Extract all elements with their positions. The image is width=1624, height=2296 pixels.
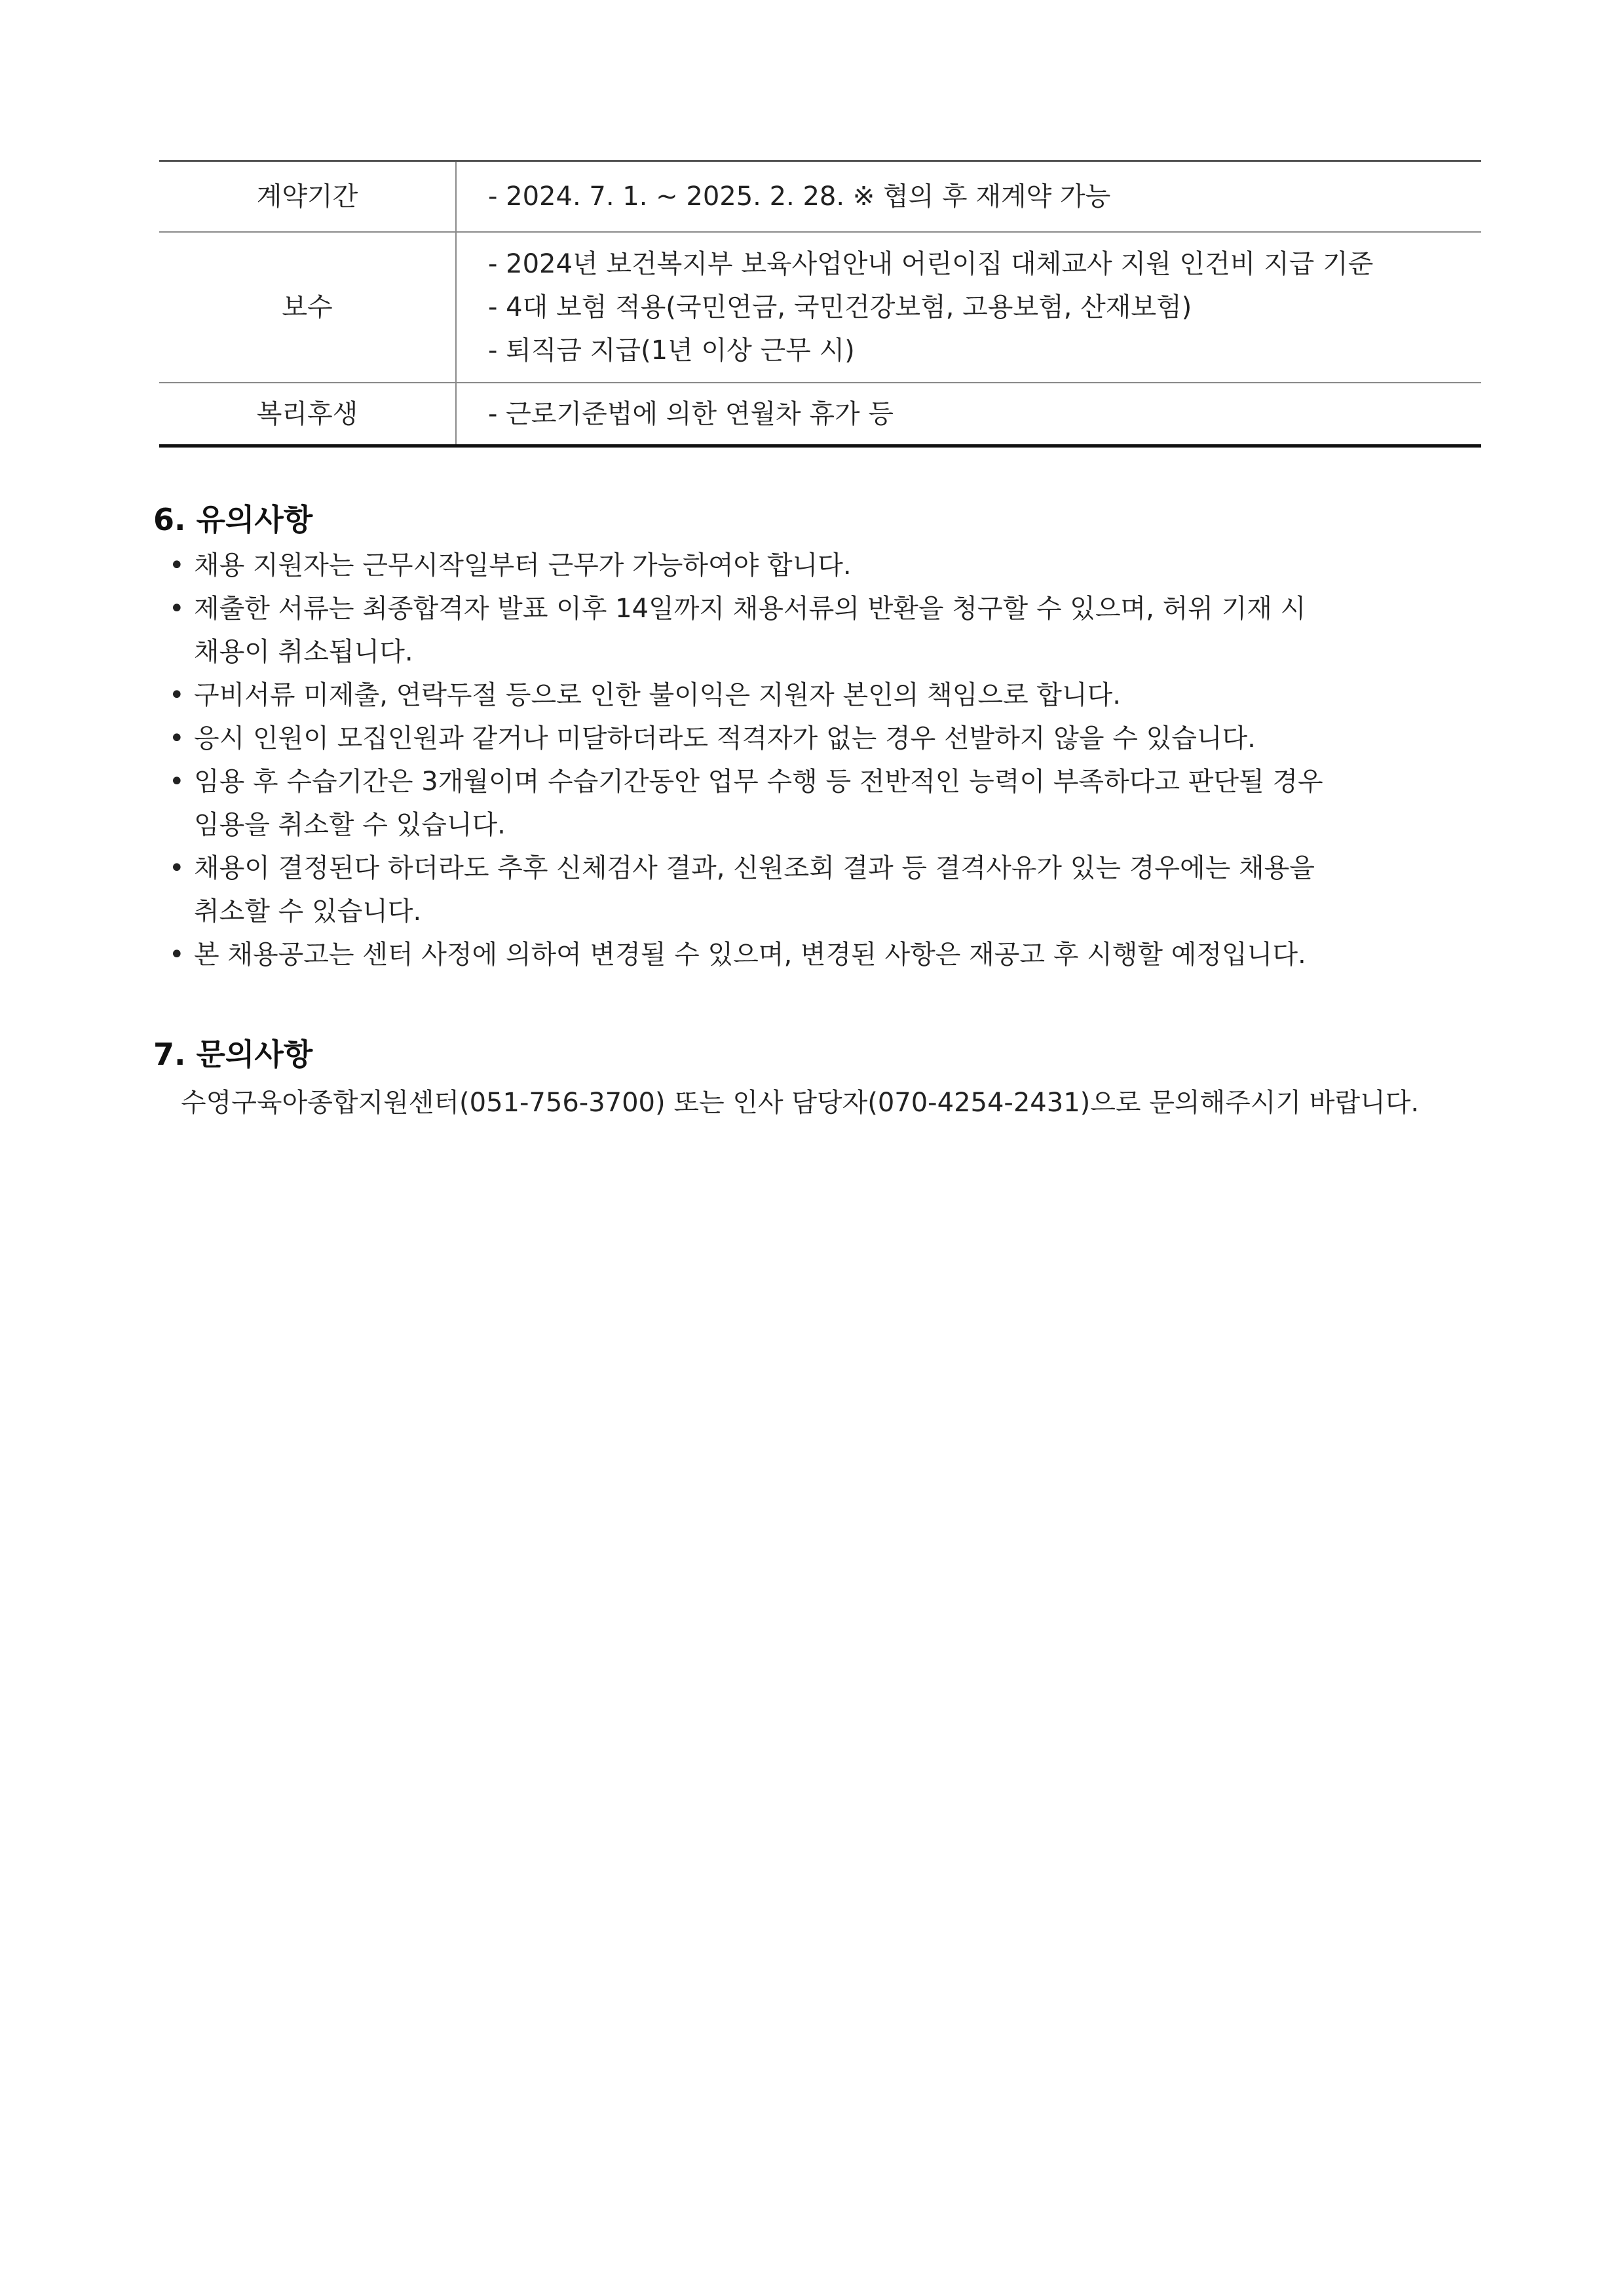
list-item bbox=[169, 674, 1323, 717]
row-value bbox=[456, 161, 1481, 233]
bullet-symbol: • bbox=[169, 680, 185, 710]
inquiry-text: 수영구육아종합지원센터(051-756-3700) 또는 인사 담당자(070-4254-2431)으로 문의해주시기 바랍니다. bbox=[181, 1088, 1420, 1118]
row-value-line: - 2024년 보건복지부 보육사업안내 어린이집 대체교사 지원 인건비 지급 기준 bbox=[488, 249, 1374, 279]
bullet-symbol: • bbox=[169, 723, 185, 754]
bullet-symbol: • bbox=[169, 853, 185, 883]
bullet-symbol: • bbox=[169, 594, 185, 624]
row-label: 보수 bbox=[159, 232, 456, 383]
list-item-line: 구비서류 미제출, 연락두절 등으로 인한 불이익은 지원자 본인의 책임으로 합니다. bbox=[194, 680, 1121, 710]
bullet-symbol: • bbox=[169, 550, 185, 581]
list-item bbox=[169, 933, 1323, 976]
list-item-line: 채용이 취소됩니다. bbox=[194, 637, 413, 667]
bullet-symbol: • bbox=[169, 940, 185, 970]
terms-table bbox=[159, 160, 1481, 448]
row-value bbox=[456, 383, 1481, 446]
notice-list bbox=[169, 544, 1323, 976]
list-item-line: 본 채용공고는 센터 사정에 의하여 변경될 수 있으며, 변경된 사항은 재공고 후 시행할 예정입니다. bbox=[194, 940, 1306, 970]
list-item-line: 채용이 결정된다 하더라도 추후 신체검사 결과, 신원조회 결과 등 결격사유가 있는 경우에는 채용을 bbox=[194, 853, 1315, 883]
list-item-line: 임용을 취소할 수 있습니다. bbox=[194, 810, 506, 840]
list-item bbox=[169, 760, 1323, 847]
row-value-line: - 퇴직금 지급(1년 이상 근무 시) bbox=[488, 335, 855, 366]
list-item bbox=[169, 847, 1323, 933]
bullet-symbol: • bbox=[169, 767, 185, 797]
row-value-line: - 4대 보험 적용(국민연금, 국민건강보험, 고용보험, 산재보험) bbox=[488, 292, 1192, 322]
inquiry-section-title: 7. 문의사항 bbox=[153, 1037, 313, 1072]
list-item bbox=[169, 587, 1323, 674]
row-value bbox=[456, 232, 1481, 383]
list-item bbox=[169, 544, 1323, 587]
list-item-line: 응시 인원이 모집인원과 같거나 미달하더라도 적격자가 없는 경우 선발하지 않을 수 있습니다. bbox=[194, 723, 1256, 754]
notice-section-title: 6. 유의사항 bbox=[153, 502, 313, 537]
list-item-line: 제출한 서류는 최종합격자 발표 이후 14일까지 채용서류의 반환을 청구할 수 있으며, 허위 기재 시 bbox=[194, 594, 1306, 624]
table-row-salary bbox=[159, 232, 1481, 383]
list-item bbox=[169, 717, 1323, 760]
list-item-line: 취소할 수 있습니다. bbox=[194, 896, 422, 927]
list-item-line: 채용 지원자는 근무시작일부터 근무가 가능하여야 합니다. bbox=[194, 550, 852, 581]
list-item-line: 임용 후 수습기간은 3개월이며 수습기간동안 업무 수행 등 전반적인 능력이 부족하다고 판단될 경우 bbox=[194, 767, 1323, 797]
row-value-line: - 근로기준법에 의한 연월차 휴가 등 bbox=[488, 398, 894, 429]
row-label: 계약기간 bbox=[159, 161, 456, 233]
table-row-contract-period bbox=[159, 161, 1481, 233]
table-row-benefits bbox=[159, 383, 1481, 446]
row-label: 복리후생 bbox=[159, 383, 456, 446]
row-value-line: - 2024. 7. 1. ~ 2025. 2. 28. ※ 협의 후 재계약 가능 bbox=[488, 182, 1111, 212]
